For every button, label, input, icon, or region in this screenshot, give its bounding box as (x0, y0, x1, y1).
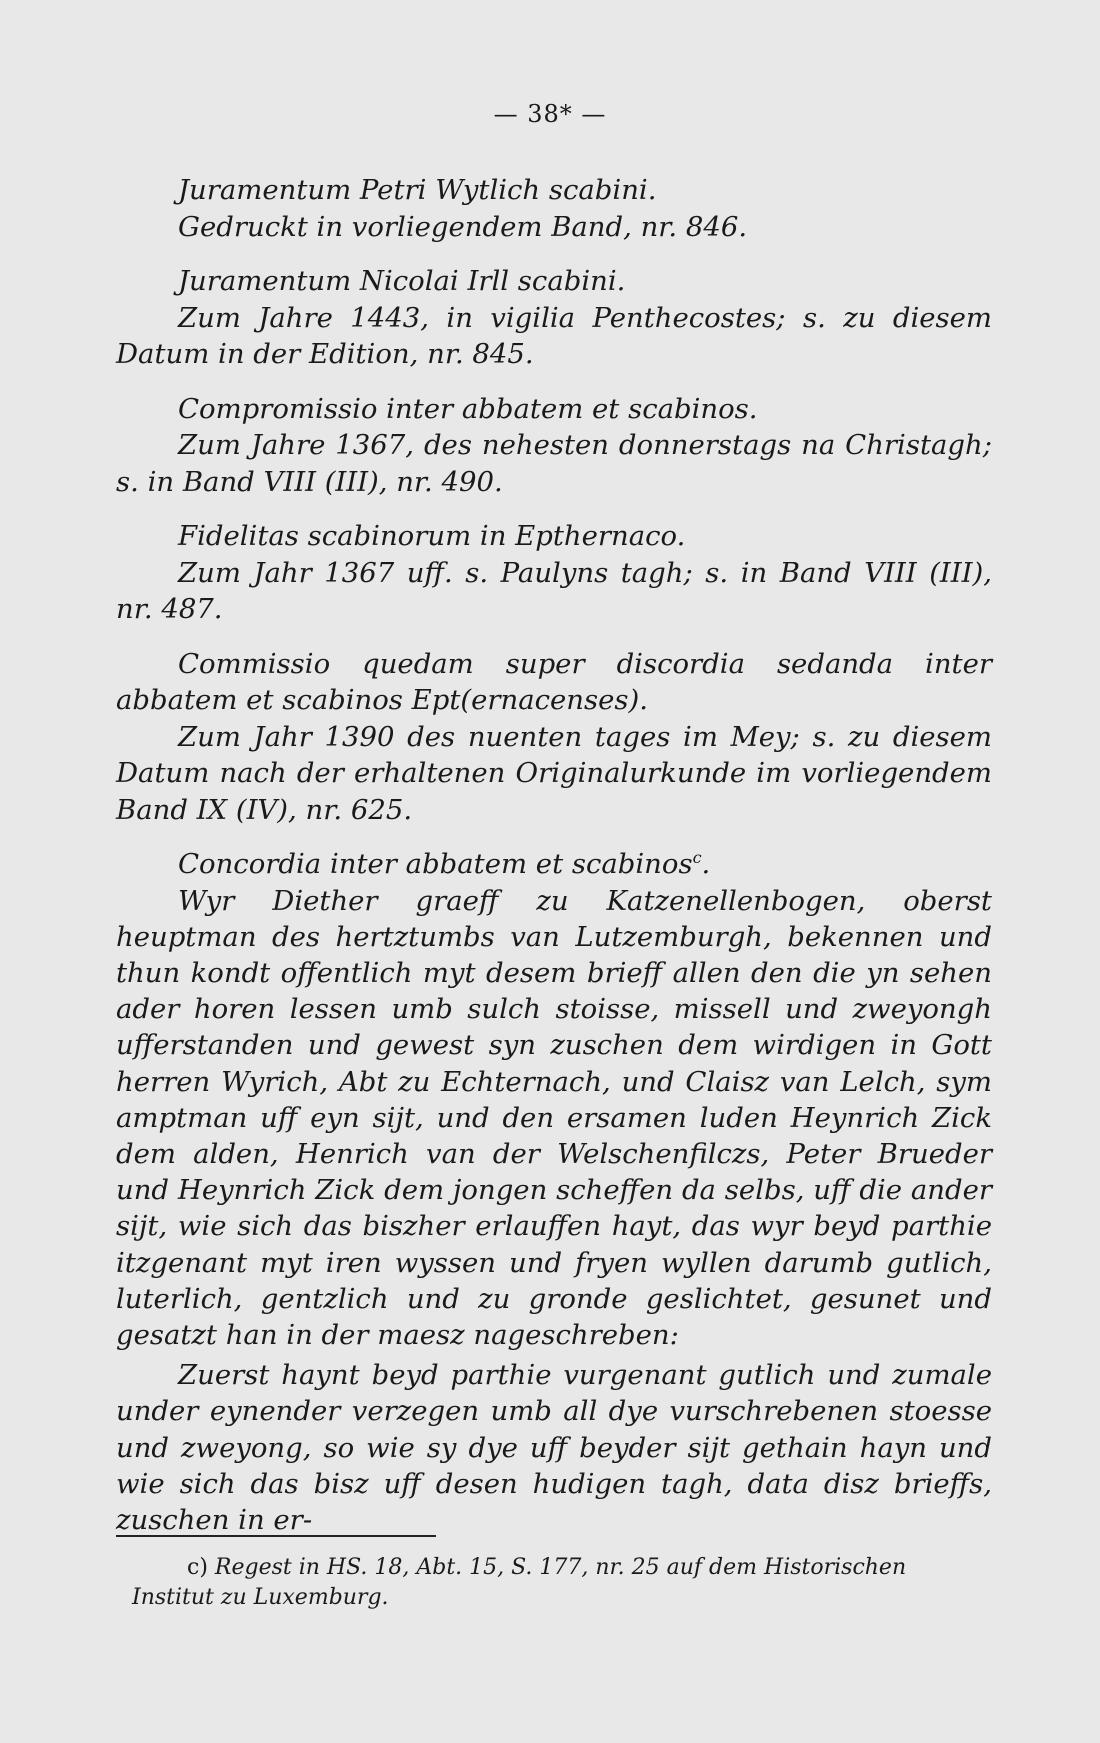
footnote-reference: c (692, 847, 702, 867)
entry (116, 646, 992, 829)
page-number: — 38* — (493, 100, 607, 128)
main-text (116, 172, 992, 1542)
entry-reference: Zum Jahr 1390 des nuenten tages im Mey; s. zu diesem Datum nach der erhaltenen Originalurkunde im vorliegendem Band IX (IV), nr. 625. (116, 720, 992, 826)
entry (116, 518, 992, 628)
entry-reference: Gedruckt in vorliegendem Band, nr. 846. (178, 210, 748, 243)
footnote (132, 1553, 992, 1613)
entry-reference: Zum Jahre 1443, in vigilia Penthecostes; s. zu diesem Datum in der Edition, nr. 845. (116, 301, 992, 370)
footnote-text: Regest in HS. 18, Abt. 15, S. 177, nr. 25 auf dem Historischen Institut zu Luxemburg. (132, 1555, 907, 1610)
entry-title: Juramentum Nicolai Irll scabini. (178, 265, 626, 297)
footnote-marker: c) (187, 1555, 208, 1580)
entry-title: Compromissio inter abbatem et scabinos. (178, 392, 758, 425)
document-title-period: . (701, 848, 711, 880)
entry-title: Fidelitas scabinorum in Epthernaco. (178, 520, 686, 552)
entry (116, 172, 992, 245)
document-title (116, 846, 992, 883)
body-paragraph: Wyr Diether graeff zu Katzenellenbogen, oberst heuptman des hertztumbs van Lutzemburgh, bekennen und thun kondt offentlich myt desem brieff allen den die yn sehen ader horen lessen umb sulch stoisse, missell und zweyongh ufferstanden und gewest syn zuschen dem wirdigen in Gott herren Wyrich, Abt zu Echternach, und Claisz van Lelch, sym amptman uff eyn sijt, und den ersamen luden Heynrich Zick dem alden, Henrich van der Welschenfilczs, Peter Brueder und Heynrich Zick dem jongen scheffen da selbs, uff die ander sijt, wie sich das biszher erlauffen hayt, das wyr beyd parthie itzgenant myt iren wyssen und fryen wyllen darumb gutlich, luterlich, gentzlich und zu gronde geslichtet, gesunet und gesatzt han in der maesz nageschreben: (116, 884, 992, 1351)
entry (116, 391, 992, 501)
entry-reference: Zum Jahre 1367, des nehesten donnerstags na Christagh; s. in Band VIII (III), nr. 490. (116, 429, 992, 498)
entry (116, 263, 992, 373)
body-paragraph: Zuerst haynt beyd parthie vurgenant gutlich und zumale under eynender verzegen umb all dye vurschrebenen stoesse und zweyong, so wie sy dye uff beyder sijt gethain hayn und wie sich das bisz uff desen hudigen tagh, data disz brieffs, zuschen in er- (116, 1359, 992, 1536)
entry-title: Commissio quedam super discordia sedanda inter abbatem et scabinos Ept(ernacenses). (116, 647, 992, 716)
entry-reference: Zum Jahr 1367 uff. s. Paulyns tagh; s. in Band VIII (III), nr. 487. (116, 556, 992, 625)
document-title-text: Concordia inter abbatem et scabinos (178, 848, 693, 880)
footnote-divider (116, 1535, 436, 1537)
entry-title: Juramentum Petri Wytlich scabini. (178, 174, 657, 206)
